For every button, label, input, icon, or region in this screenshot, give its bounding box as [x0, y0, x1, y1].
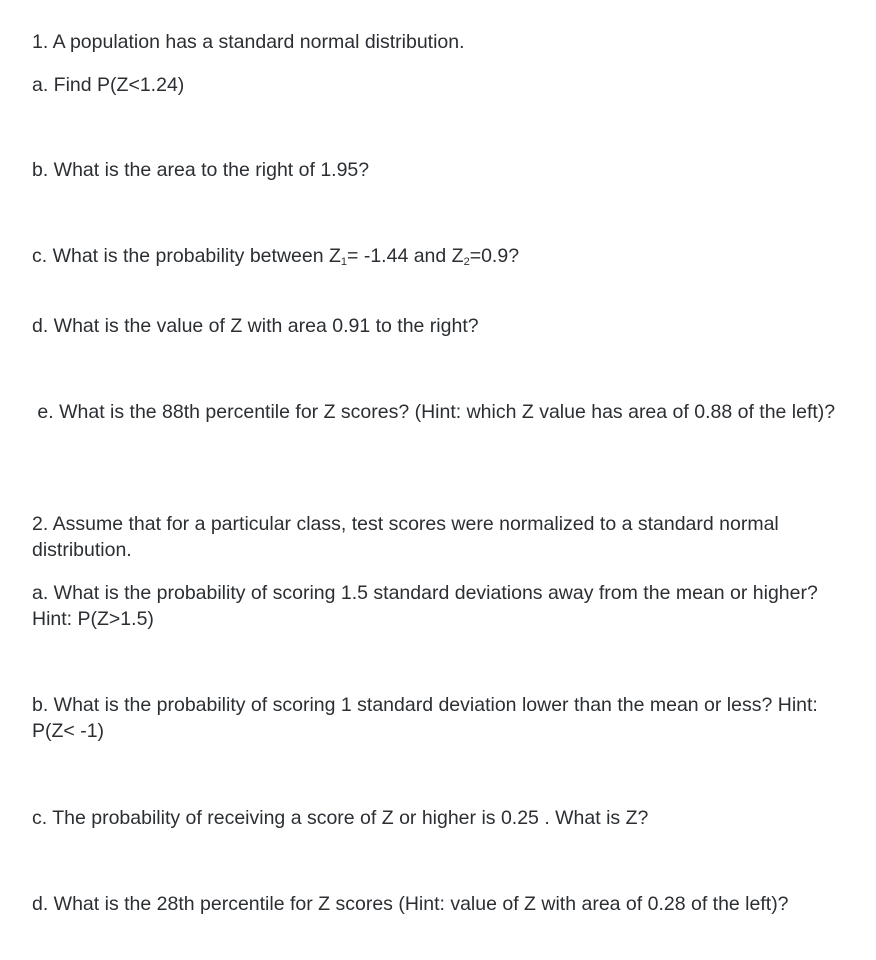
question-1c-prefix: c. What is the probability between Z: [32, 245, 341, 267]
question-1c-suffix: =0.9?: [469, 245, 520, 267]
question-2d: d. What is the 28th percentile for Z scores (Hint: value of Z with area of 0.28 of the left)?: [32, 893, 789, 915]
question-2a: a. What is the probability of scoring 1.5 standard deviations away from the mean or higher? Hint: P(Z>1.5): [32, 582, 818, 630]
question-1a: a. Find P(Z<1.24): [32, 74, 185, 96]
question-1c: [32, 243, 852, 269]
question-1c-middle: = -1.44 and Z: [347, 245, 464, 267]
subscript-2: 2: [463, 256, 470, 268]
question-2-heading: 2. Assume that for a particular class, test scores were normalized to a standard normal distribution.: [32, 513, 779, 561]
subscript-1: 1: [340, 256, 348, 268]
question-1-heading: 1. A population has a standard normal distribution.: [32, 31, 465, 53]
question-2b: b. What is the probability of scoring 1 standard deviation lower than the mean or less? Hint: P(Z< -1): [32, 694, 818, 742]
question-1d: d. What is the value of Z with area 0.91 to the right?: [32, 315, 479, 337]
question-1b: b. What is the area to the right of 1.95?: [32, 159, 370, 181]
question-2c: c. The probability of receiving a score of Z or higher is 0.25 . What is Z?: [32, 807, 649, 829]
question-1e: e. What is the 88th percentile for Z scores? (Hint: which Z value has area of 0.88 of the left)?: [32, 401, 836, 423]
